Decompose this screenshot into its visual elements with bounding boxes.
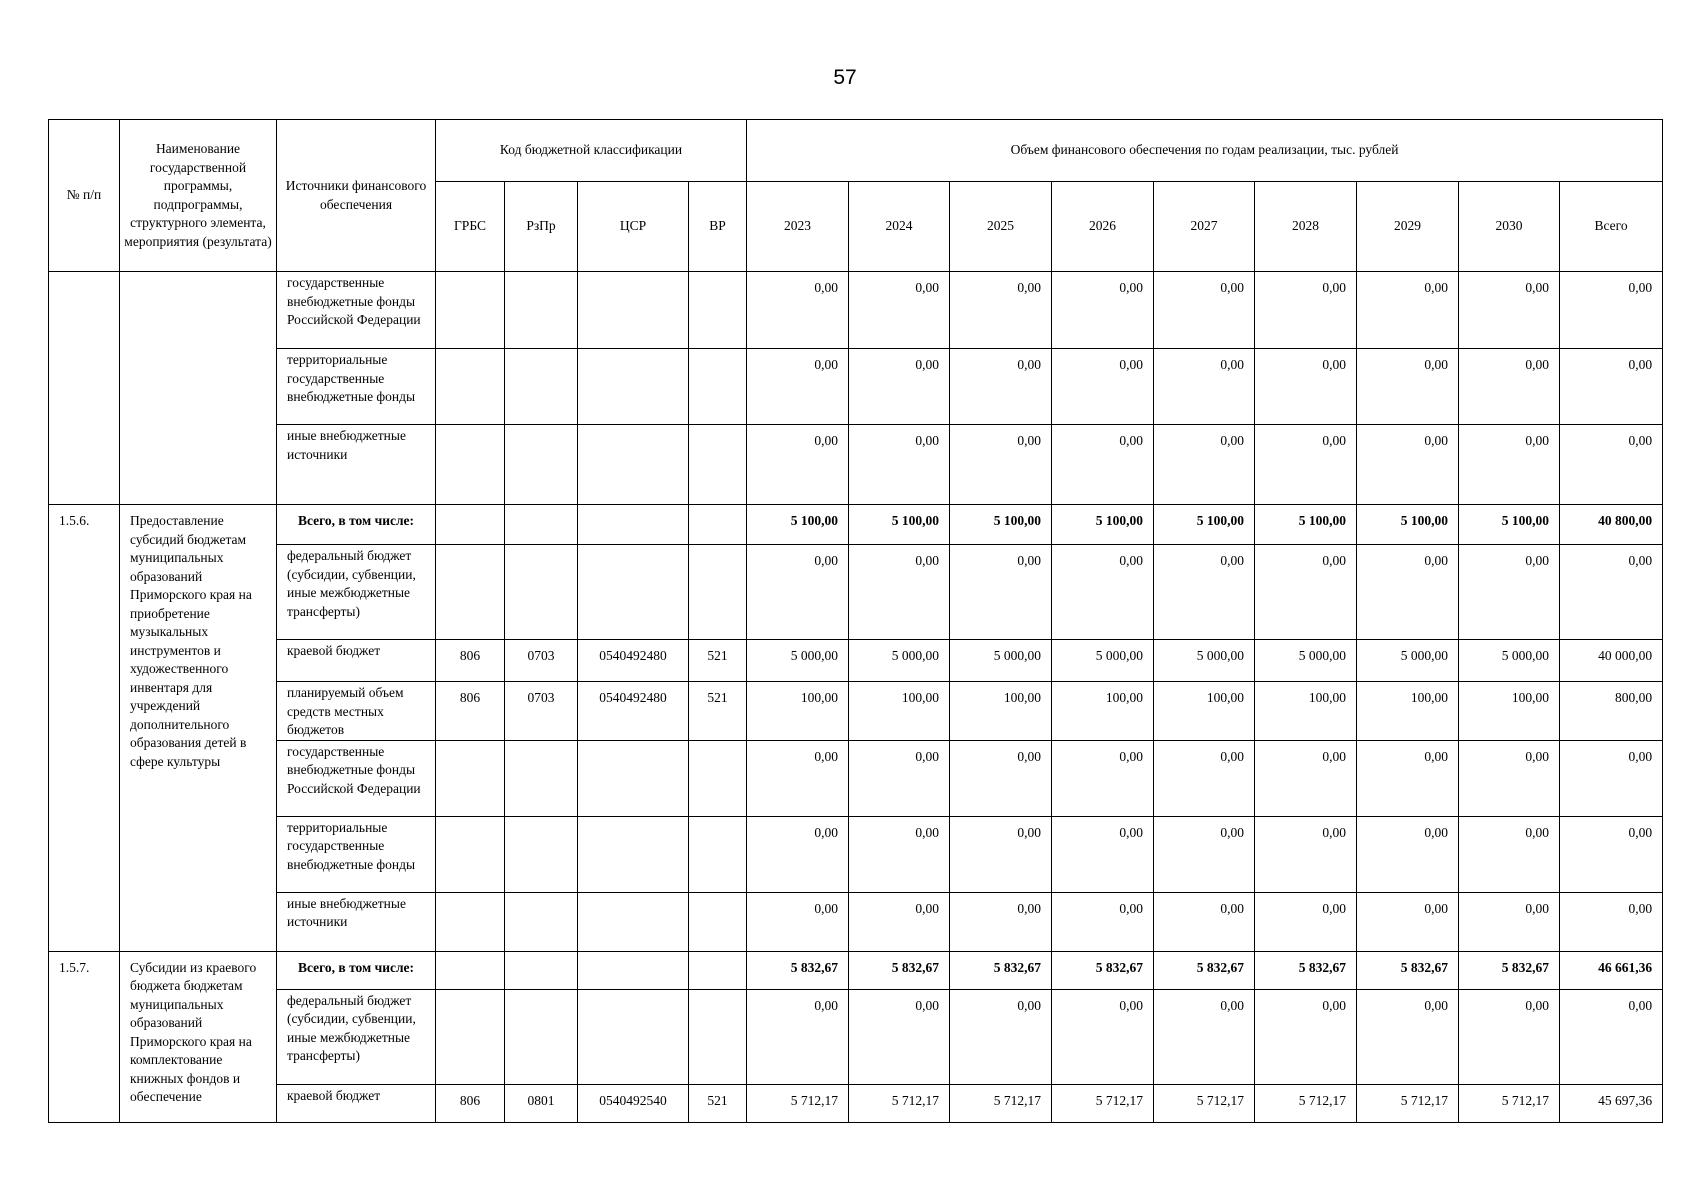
value-cell: 0,00 — [1154, 272, 1255, 349]
value-cell: 0,00 — [1357, 989, 1459, 1084]
value-cell: 0,00 — [1052, 816, 1154, 892]
total-cell: 40 000,00 — [1560, 640, 1663, 682]
header-year: 2030 — [1459, 182, 1560, 272]
source-cell: краевой бюджет — [277, 1084, 436, 1122]
header-csr: ЦСР — [578, 182, 689, 272]
value-cell: 100,00 — [950, 682, 1052, 741]
value-cell: 5 000,00 — [1459, 640, 1560, 682]
value-cell: 0,00 — [950, 272, 1052, 349]
value-cell: 0,00 — [950, 989, 1052, 1084]
grbs-cell: 806 — [436, 640, 505, 682]
rzpr-cell — [505, 989, 578, 1084]
index-cell: 1.5.6. — [49, 505, 120, 952]
source-cell: краевой бюджет — [277, 640, 436, 682]
value-cell: 0,00 — [1357, 272, 1459, 349]
source-cell: федеральный бюджет (субсидии, субвенции, иные межбюджетные трансферты) — [277, 989, 436, 1084]
vr-cell: 521 — [689, 682, 747, 741]
table-row — [49, 816, 1663, 892]
header-year: 2023 — [747, 182, 849, 272]
value-cell: 5 832,67 — [1357, 951, 1459, 989]
value-cell: 5 712,17 — [1357, 1084, 1459, 1122]
value-cell: 0,00 — [849, 272, 950, 349]
table-row — [49, 951, 1663, 989]
source-cell: планируемый объем средств местных бюджетов — [277, 682, 436, 741]
value-cell: 0,00 — [1459, 425, 1560, 505]
value-cell: 0,00 — [1154, 545, 1255, 640]
csr-cell — [578, 505, 689, 545]
value-cell: 5 100,00 — [849, 505, 950, 545]
value-cell: 5 100,00 — [1459, 505, 1560, 545]
value-cell: 0,00 — [1357, 349, 1459, 425]
csr-cell: 0540492540 — [578, 1084, 689, 1122]
name-cell — [120, 272, 277, 505]
header-rzpr: РзПр — [505, 182, 578, 272]
table-row — [49, 682, 1663, 741]
value-cell: 5 000,00 — [747, 640, 849, 682]
total-cell: 46 661,36 — [1560, 951, 1663, 989]
total-cell: 0,00 — [1560, 816, 1663, 892]
rzpr-cell: 0703 — [505, 640, 578, 682]
value-cell: 0,00 — [1154, 740, 1255, 816]
rzpr-cell — [505, 545, 578, 640]
total-cell: 0,00 — [1560, 272, 1663, 349]
total-cell: 0,00 — [1560, 892, 1663, 951]
value-cell: 0,00 — [1255, 989, 1357, 1084]
csr-cell: 0540492480 — [578, 640, 689, 682]
value-cell: 5 100,00 — [1255, 505, 1357, 545]
total-cell: 45 697,36 — [1560, 1084, 1663, 1122]
total-cell: 0,00 — [1560, 425, 1663, 505]
header-vr: ВР — [689, 182, 747, 272]
table-row — [49, 425, 1663, 505]
value-cell: 5 712,17 — [950, 1084, 1052, 1122]
value-cell: 0,00 — [849, 545, 950, 640]
value-cell: 5 712,17 — [747, 1084, 849, 1122]
value-cell: 5 100,00 — [1357, 505, 1459, 545]
budget-table — [48, 119, 1663, 1123]
header-year: 2028 — [1255, 182, 1357, 272]
value-cell: 5 712,17 — [1154, 1084, 1255, 1122]
header-name: Наименование государственной программы, подпрограммы, структурного элемента, мероприятия (результата) — [120, 120, 277, 272]
value-cell: 0,00 — [1459, 740, 1560, 816]
grbs-cell — [436, 951, 505, 989]
header-code-group: Код бюджетной классификации — [436, 120, 747, 182]
csr-cell — [578, 349, 689, 425]
value-cell: 0,00 — [1459, 272, 1560, 349]
name-cell: Предоставление субсидий бюджетам муниципальных образований Приморского края на приобретение музыкальных инструментов и художественного инвентаря для учреждений дополнительного образования детей в сфере культуры — [120, 505, 277, 952]
grbs-cell — [436, 425, 505, 505]
value-cell: 100,00 — [1459, 682, 1560, 741]
value-cell: 0,00 — [1154, 425, 1255, 505]
value-cell: 0,00 — [950, 349, 1052, 425]
table-row — [49, 892, 1663, 951]
source-cell: государственные внебюджетные фонды Российской Федерации — [277, 272, 436, 349]
rzpr-cell — [505, 272, 578, 349]
value-cell: 0,00 — [1255, 425, 1357, 505]
rzpr-cell — [505, 425, 578, 505]
value-cell: 0,00 — [1255, 740, 1357, 816]
value-cell: 0,00 — [1052, 989, 1154, 1084]
csr-cell — [578, 272, 689, 349]
vr-cell: 521 — [689, 640, 747, 682]
value-cell: 100,00 — [1154, 682, 1255, 741]
header-total: Всего — [1560, 182, 1663, 272]
value-cell: 5 832,67 — [1255, 951, 1357, 989]
csr-cell — [578, 816, 689, 892]
value-cell: 100,00 — [849, 682, 950, 741]
value-cell: 0,00 — [1255, 892, 1357, 951]
source-cell: иные внебюджетные источники — [277, 892, 436, 951]
value-cell: 5 000,00 — [1357, 640, 1459, 682]
table-row — [49, 989, 1663, 1084]
value-cell: 5 832,67 — [1154, 951, 1255, 989]
csr-cell — [578, 989, 689, 1084]
total-cell: 0,00 — [1560, 349, 1663, 425]
vr-cell — [689, 272, 747, 349]
vr-cell — [689, 425, 747, 505]
rzpr-cell — [505, 892, 578, 951]
value-cell: 0,00 — [1357, 816, 1459, 892]
grbs-cell — [436, 989, 505, 1084]
value-cell: 5 712,17 — [1255, 1084, 1357, 1122]
value-cell: 0,00 — [747, 816, 849, 892]
grbs-cell — [436, 272, 505, 349]
value-cell: 5 712,17 — [849, 1084, 950, 1122]
value-cell: 5 712,17 — [1052, 1084, 1154, 1122]
vr-cell — [689, 892, 747, 951]
value-cell: 0,00 — [849, 892, 950, 951]
value-cell: 5 000,00 — [950, 640, 1052, 682]
value-cell: 0,00 — [950, 740, 1052, 816]
rzpr-cell: 0703 — [505, 682, 578, 741]
value-cell: 0,00 — [1052, 545, 1154, 640]
source-cell: Всего, в том числе: — [277, 951, 436, 989]
value-cell: 5 832,67 — [1459, 951, 1560, 989]
source-cell: территориальные государственные внебюджетные фонды — [277, 349, 436, 425]
value-cell: 0,00 — [1154, 349, 1255, 425]
value-cell: 0,00 — [747, 740, 849, 816]
value-cell: 0,00 — [849, 989, 950, 1084]
grbs-cell — [436, 816, 505, 892]
value-cell: 0,00 — [1052, 740, 1154, 816]
vr-cell — [689, 349, 747, 425]
value-cell: 0,00 — [747, 989, 849, 1084]
source-cell: территориальные государственные внебюджетные фонды — [277, 816, 436, 892]
value-cell: 0,00 — [950, 545, 1052, 640]
header-num: № п/п — [49, 120, 120, 272]
value-cell: 100,00 — [1357, 682, 1459, 741]
value-cell: 0,00 — [1052, 425, 1154, 505]
source-cell: Всего, в том числе: — [277, 505, 436, 545]
vr-cell — [689, 505, 747, 545]
value-cell: 0,00 — [950, 816, 1052, 892]
total-cell: 800,00 — [1560, 682, 1663, 741]
value-cell: 0,00 — [1154, 989, 1255, 1084]
table-row — [49, 1084, 1663, 1122]
rzpr-cell — [505, 349, 578, 425]
value-cell: 0,00 — [1357, 892, 1459, 951]
csr-cell — [578, 740, 689, 816]
header-year: 2026 — [1052, 182, 1154, 272]
grbs-cell — [436, 892, 505, 951]
value-cell: 100,00 — [1255, 682, 1357, 741]
value-cell: 0,00 — [1255, 349, 1357, 425]
value-cell: 100,00 — [1052, 682, 1154, 741]
value-cell: 0,00 — [1154, 892, 1255, 951]
value-cell: 0,00 — [1357, 740, 1459, 816]
table-row — [49, 640, 1663, 682]
value-cell: 5 000,00 — [1154, 640, 1255, 682]
value-cell: 5 712,17 — [1459, 1084, 1560, 1122]
value-cell: 5 832,67 — [950, 951, 1052, 989]
header-year: 2029 — [1357, 182, 1459, 272]
value-cell: 0,00 — [849, 349, 950, 425]
vr-cell — [689, 816, 747, 892]
value-cell: 5 000,00 — [1255, 640, 1357, 682]
value-cell: 0,00 — [1052, 349, 1154, 425]
csr-cell: 0540492480 — [578, 682, 689, 741]
name-cell: Субсидии из краевого бюджета бюджетам муниципальных образований Приморского края на комплектование книжных фондов и обеспечение — [120, 951, 277, 1122]
value-cell: 0,00 — [1459, 816, 1560, 892]
grbs-cell: 806 — [436, 682, 505, 741]
value-cell: 0,00 — [1459, 989, 1560, 1084]
header-source: Источники финансового обеспечения — [277, 120, 436, 272]
grbs-cell — [436, 505, 505, 545]
value-cell: 5 000,00 — [1052, 640, 1154, 682]
csr-cell — [578, 425, 689, 505]
index-cell: 1.5.7. — [49, 951, 120, 1122]
value-cell: 0,00 — [950, 892, 1052, 951]
value-cell: 0,00 — [1154, 816, 1255, 892]
value-cell: 0,00 — [1357, 545, 1459, 640]
value-cell: 0,00 — [1255, 272, 1357, 349]
value-cell: 5 100,00 — [950, 505, 1052, 545]
csr-cell — [578, 951, 689, 989]
value-cell: 5 000,00 — [849, 640, 950, 682]
table-row — [49, 545, 1663, 640]
grbs-cell: 806 — [436, 1084, 505, 1122]
source-cell: федеральный бюджет (субсидии, субвенции, иные межбюджетные трансферты) — [277, 545, 436, 640]
value-cell: 0,00 — [747, 272, 849, 349]
header-volume-group: Объем финансового обеспечения по годам реализации, тыс. рублей — [747, 120, 1663, 182]
value-cell: 0,00 — [1459, 545, 1560, 640]
value-cell: 5 832,67 — [747, 951, 849, 989]
table-row — [49, 740, 1663, 816]
vr-cell — [689, 740, 747, 816]
total-cell: 40 800,00 — [1560, 505, 1663, 545]
index-cell — [49, 272, 120, 505]
value-cell: 0,00 — [747, 892, 849, 951]
value-cell: 5 100,00 — [1052, 505, 1154, 545]
table-row — [49, 272, 1663, 349]
value-cell: 5 100,00 — [1154, 505, 1255, 545]
total-cell: 0,00 — [1560, 989, 1663, 1084]
value-cell: 0,00 — [1357, 425, 1459, 505]
rzpr-cell — [505, 505, 578, 545]
table-row — [49, 505, 1663, 545]
value-cell: 0,00 — [747, 425, 849, 505]
rzpr-cell: 0801 — [505, 1084, 578, 1122]
value-cell: 0,00 — [1255, 545, 1357, 640]
rzpr-cell — [505, 951, 578, 989]
source-cell: иные внебюджетные источники — [277, 425, 436, 505]
value-cell: 0,00 — [1255, 816, 1357, 892]
csr-cell — [578, 892, 689, 951]
value-cell: 0,00 — [1459, 349, 1560, 425]
value-cell: 0,00 — [747, 545, 849, 640]
total-cell: 0,00 — [1560, 545, 1663, 640]
vr-cell: 521 — [689, 1084, 747, 1122]
vr-cell — [689, 545, 747, 640]
header-year: 2024 — [849, 182, 950, 272]
grbs-cell — [436, 740, 505, 816]
grbs-cell — [436, 349, 505, 425]
header-year: 2025 — [950, 182, 1052, 272]
source-cell: государственные внебюджетные фонды Российской Федерации — [277, 740, 436, 816]
rzpr-cell — [505, 816, 578, 892]
vr-cell — [689, 989, 747, 1084]
value-cell: 0,00 — [747, 349, 849, 425]
value-cell: 0,00 — [950, 425, 1052, 505]
csr-cell — [578, 545, 689, 640]
header-year: 2027 — [1154, 182, 1255, 272]
value-cell: 0,00 — [1052, 892, 1154, 951]
total-cell: 0,00 — [1560, 740, 1663, 816]
value-cell: 100,00 — [747, 682, 849, 741]
value-cell: 5 832,67 — [849, 951, 950, 989]
header-grbs: ГРБС — [436, 182, 505, 272]
value-cell: 0,00 — [849, 816, 950, 892]
table-row — [49, 349, 1663, 425]
vr-cell — [689, 951, 747, 989]
value-cell: 5 832,67 — [1052, 951, 1154, 989]
rzpr-cell — [505, 740, 578, 816]
value-cell: 0,00 — [849, 740, 950, 816]
grbs-cell — [436, 545, 505, 640]
value-cell: 0,00 — [849, 425, 950, 505]
value-cell: 0,00 — [1052, 272, 1154, 349]
value-cell: 0,00 — [1459, 892, 1560, 951]
page-number: 57 — [833, 66, 857, 89]
value-cell: 5 100,00 — [747, 505, 849, 545]
